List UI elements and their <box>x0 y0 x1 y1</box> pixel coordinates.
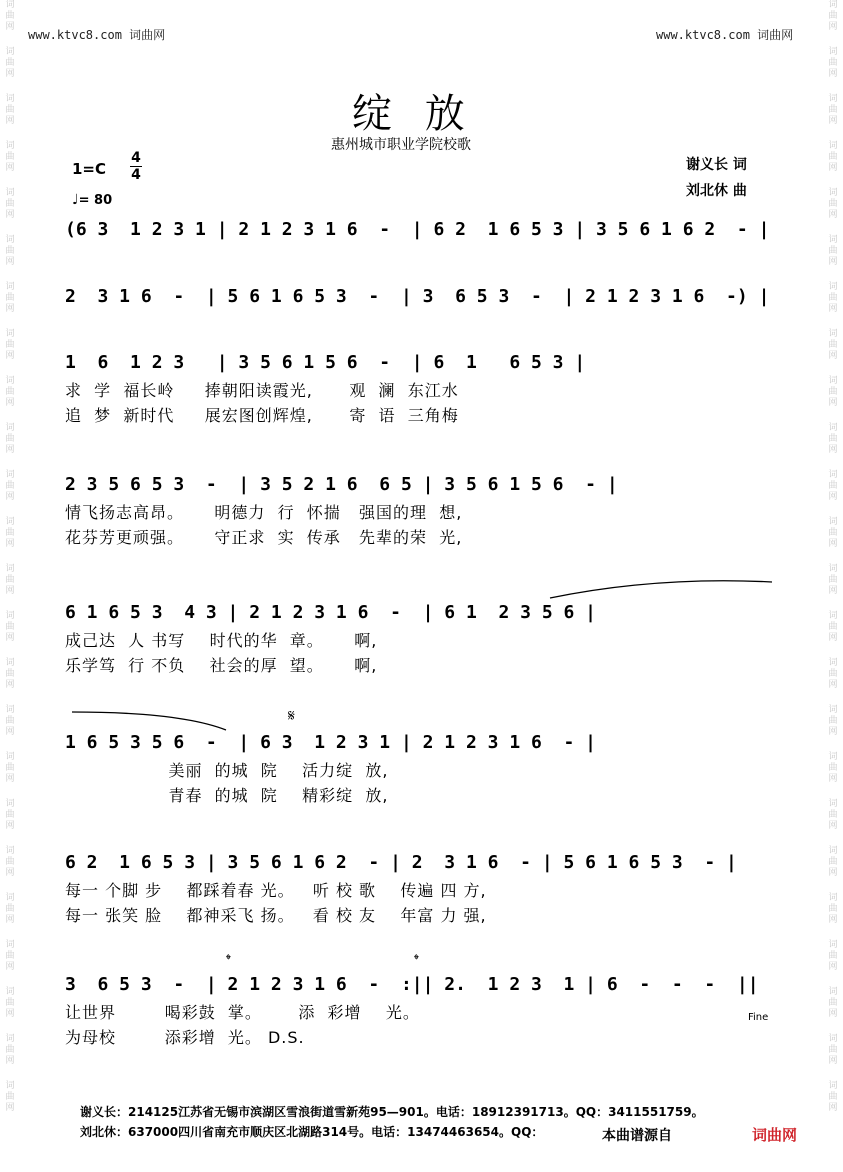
watermark-glyph: 网 <box>828 22 838 32</box>
composer-credit: 刘北休 曲 <box>686 183 747 199</box>
watermark-glyph: 网 <box>828 492 838 502</box>
notation-line: 2 3 5 6 5 3 - | 3 5 2 1 6 6 5 | 3 5 6 1 5 6 - | <box>65 474 618 495</box>
quarter-note-icon: ♩ <box>72 192 79 208</box>
lyric-verse-2: 为母校 添彩增 光。 D.S. <box>65 1028 305 1047</box>
source-brand-link[interactable]: 词曲网 <box>752 1126 798 1144</box>
notation-line: 1 6 5 3 5 6 - | 6 3 1 2 3 1 | 2 1 2 3 1 6 - | <box>65 732 597 753</box>
watermark-glyph: 网 <box>5 821 15 831</box>
coda-icon: 𝄌 <box>226 952 231 968</box>
lyric-verse-2: 青春 的城 院 精彩绽 放, <box>65 786 389 805</box>
watermark-glyph: 词 <box>5 799 15 809</box>
watermark-glyph: 网 <box>828 539 838 549</box>
watermark-glyph: 网 <box>5 962 15 972</box>
lyric-verse-2: 追 梦 新时代 展宏图创辉煌, 寄 语 三角梅 <box>65 406 459 425</box>
watermark-glyph: 网 <box>828 1009 838 1019</box>
coda-icon-second: 𝄌 <box>414 952 419 968</box>
lyricist-credit: 谢义长 词 <box>686 157 747 173</box>
watermark-glyph: 网 <box>828 633 838 643</box>
watermark-glyph: 曲 <box>5 1092 15 1102</box>
segno-icon: 𝄋 <box>288 706 295 725</box>
watermark-glyph: 词 <box>828 376 838 386</box>
watermark-glyph: 曲 <box>828 340 838 350</box>
watermark-glyph: 词 <box>828 470 838 480</box>
notation-line: 3 6 5 3 - | 2 1 2 3 1 6 - :|| 2. 1 2 3 1 | 6 - - - || <box>65 974 759 995</box>
notation-line: 6 2 1 6 5 3 | 3 5 6 1 6 2 - | 2 3 1 6 - | 5 6 1 6 5 3 - | <box>65 852 737 873</box>
notation-line: 2 3 1 6 - | 5 6 1 6 5 3 - | 3 6 5 3 - | 2 1 2 3 1 6 -) | <box>65 286 770 307</box>
watermark-glyph: 词 <box>5 611 15 621</box>
phrase-slur <box>548 578 776 600</box>
watermark-glyph: 曲 <box>828 481 838 491</box>
watermark-glyph: 词 <box>828 846 838 856</box>
watermark-glyph: 曲 <box>5 857 15 867</box>
watermark-glyph: 网 <box>5 539 15 549</box>
watermark-glyph: 曲 <box>828 669 838 679</box>
watermark-glyph: 词 <box>5 282 15 292</box>
watermark-glyph: 曲 <box>5 669 15 679</box>
watermark-glyph: 网 <box>5 492 15 502</box>
watermark-glyph: 曲 <box>828 246 838 256</box>
watermark-glyph: 词 <box>5 893 15 903</box>
song-subtitle: 惠州城市职业学院校歌 <box>331 137 471 153</box>
watermark-glyph: 词 <box>5 987 15 997</box>
watermark-glyph: 网 <box>828 915 838 925</box>
watermark-glyph: 网 <box>5 774 15 784</box>
watermark-glyph: 网 <box>5 257 15 267</box>
left-watermark-column <box>2 0 18 1172</box>
watermark-glyph: 网 <box>5 586 15 596</box>
watermark-glyph: 词 <box>828 282 838 292</box>
watermark-glyph: 词 <box>828 611 838 621</box>
watermark-glyph: 网 <box>5 727 15 737</box>
watermark-glyph: 曲 <box>5 387 15 397</box>
notation-line: (6 3 1 2 3 1 | 2 1 2 3 1 6 - | 6 2 1 6 5 3 | 3 5 6 1 6 2 - | <box>65 219 770 240</box>
watermark-glyph: 词 <box>828 423 838 433</box>
watermark-glyph: 曲 <box>828 58 838 68</box>
watermark-glyph: 词 <box>5 846 15 856</box>
watermark-glyph: 曲 <box>5 58 15 68</box>
watermark-glyph: 词 <box>828 0 838 10</box>
watermark-glyph: 词 <box>5 752 15 762</box>
watermark-glyph: 网 <box>828 962 838 972</box>
watermark-glyph: 曲 <box>828 716 838 726</box>
watermark-glyph: 词 <box>828 940 838 950</box>
watermark-glyph: 网 <box>828 1056 838 1066</box>
lyric-verse-1: 每一 个脚 步 都踩着春 光。 听 校 歌 传遍 四 方, <box>65 881 487 900</box>
watermark-glyph: 曲 <box>5 575 15 585</box>
key-signature: 1=C <box>72 160 107 178</box>
watermark-glyph: 曲 <box>828 105 838 115</box>
watermark-glyph: 词 <box>828 799 838 809</box>
watermark-glyph: 曲 <box>828 387 838 397</box>
watermark-glyph: 网 <box>5 1009 15 1019</box>
watermark-glyph: 词 <box>5 423 15 433</box>
watermark-glyph: 词 <box>828 47 838 57</box>
watermark-glyph: 曲 <box>828 293 838 303</box>
watermark-glyph: 曲 <box>5 622 15 632</box>
lyricist-contact: 谢义长：214125江苏省无锡市滨湖区雪浪街道雪新苑95—901。电话：18912391713。QQ：3411551759。 <box>80 1105 704 1119</box>
watermark-glyph: 网 <box>5 868 15 878</box>
watermark-glyph: 网 <box>5 915 15 925</box>
watermark-glyph: 词 <box>5 470 15 480</box>
watermark-glyph: 曲 <box>828 810 838 820</box>
watermark-glyph: 曲 <box>828 763 838 773</box>
watermark-glyph: 曲 <box>5 293 15 303</box>
watermark-glyph: 网 <box>828 821 838 831</box>
watermark-glyph: 曲 <box>5 152 15 162</box>
watermark-glyph: 网 <box>5 398 15 408</box>
watermark-glyph: 曲 <box>5 246 15 256</box>
watermark-glyph: 曲 <box>828 998 838 1008</box>
watermark-glyph: 网 <box>828 398 838 408</box>
watermark-glyph: 词 <box>5 517 15 527</box>
watermark-glyph: 曲 <box>5 1045 15 1055</box>
lyric-verse-1: 让世界 喝彩鼓 掌。 添 彩增 光。 <box>65 1003 420 1022</box>
watermark-glyph: 曲 <box>5 340 15 350</box>
lyric-verse-1: 情飞扬志高昂。 明德力 行 怀揣 强国的理 想, <box>65 503 463 522</box>
time-signature-bottom: 4 <box>131 167 141 183</box>
lyric-verse-2: 乐学笃 行 不负 社会的厚 望。 啊, <box>65 656 378 675</box>
watermark-glyph: 词 <box>828 1034 838 1044</box>
watermark-glyph: 曲 <box>5 904 15 914</box>
watermark-glyph: 词 <box>828 94 838 104</box>
watermark-glyph: 网 <box>5 1056 15 1066</box>
watermark-glyph: 词 <box>5 1081 15 1091</box>
watermark-glyph: 词 <box>5 658 15 668</box>
watermark-glyph: 词 <box>828 987 838 997</box>
watermark-glyph: 网 <box>5 680 15 690</box>
watermark-glyph: 词 <box>5 329 15 339</box>
watermark-glyph: 词 <box>828 752 838 762</box>
header-watermark-right: www.ktvc8.com 词曲网 <box>656 28 794 42</box>
tempo-value: = 80 <box>78 193 113 208</box>
lyric-verse-2: 花芬芳更顽强。 守正求 实 传承 先辈的荣 光, <box>65 528 463 547</box>
watermark-glyph: 曲 <box>828 622 838 632</box>
lyric-verse-1: 成己达 人 书写 时代的华 章。 啊, <box>65 631 378 650</box>
lyric-verse-2: 每一 张笑 脸 都神采飞 扬。 看 校 友 年富 力 强, <box>65 906 487 925</box>
watermark-glyph: 网 <box>5 351 15 361</box>
watermark-glyph: 网 <box>828 257 838 267</box>
watermark-glyph: 曲 <box>828 1045 838 1055</box>
watermark-glyph: 网 <box>828 774 838 784</box>
watermark-glyph: 词 <box>5 47 15 57</box>
watermark-glyph: 词 <box>828 564 838 574</box>
watermark-glyph: 曲 <box>5 810 15 820</box>
watermark-glyph: 词 <box>5 141 15 151</box>
watermark-glyph: 曲 <box>828 152 838 162</box>
watermark-glyph: 网 <box>5 116 15 126</box>
watermark-glyph: 网 <box>828 210 838 220</box>
watermark-glyph: 网 <box>5 304 15 314</box>
watermark-glyph: 网 <box>5 633 15 643</box>
composer-contact: 刘北休：637000四川省南充市顺庆区北湖路314号。电话：13474463654。QQ： <box>80 1125 544 1139</box>
watermark-glyph: 网 <box>828 586 838 596</box>
watermark-glyph: 网 <box>5 22 15 32</box>
watermark-glyph: 网 <box>828 163 838 173</box>
watermark-glyph: 曲 <box>828 904 838 914</box>
watermark-glyph: 曲 <box>828 11 838 21</box>
right-watermark-column <box>825 0 841 1172</box>
watermark-glyph: 词 <box>828 329 838 339</box>
watermark-glyph: 词 <box>5 940 15 950</box>
watermark-glyph: 网 <box>828 304 838 314</box>
watermark-glyph: 词 <box>828 141 838 151</box>
watermark-glyph: 词 <box>5 188 15 198</box>
watermark-glyph: 网 <box>828 727 838 737</box>
watermark-glyph: 词 <box>5 235 15 245</box>
watermark-glyph: 曲 <box>828 951 838 961</box>
watermark-glyph: 词 <box>828 235 838 245</box>
watermark-glyph: 网 <box>5 69 15 79</box>
watermark-glyph: 词 <box>5 0 15 10</box>
time-signature-top: 4 <box>131 150 141 166</box>
watermark-glyph: 曲 <box>828 528 838 538</box>
watermark-glyph: 网 <box>828 868 838 878</box>
watermark-glyph: 词 <box>828 705 838 715</box>
watermark-glyph: 词 <box>828 1081 838 1091</box>
watermark-glyph: 曲 <box>828 199 838 209</box>
fine-marking: Fine <box>748 1012 769 1023</box>
watermark-glyph: 词 <box>828 188 838 198</box>
notation-line: 1 6 1 2 3 | 3 5 6 1 5 6 - | 6 1 6 5 3 | <box>65 352 586 373</box>
watermark-glyph: 网 <box>5 163 15 173</box>
watermark-glyph: 曲 <box>5 481 15 491</box>
watermark-glyph: 曲 <box>5 528 15 538</box>
watermark-glyph: 词 <box>5 705 15 715</box>
watermark-glyph: 词 <box>828 658 838 668</box>
watermark-glyph: 曲 <box>5 763 15 773</box>
watermark-glyph: 网 <box>828 445 838 455</box>
watermark-glyph: 词 <box>5 94 15 104</box>
watermark-glyph: 网 <box>5 445 15 455</box>
watermark-glyph: 词 <box>5 1034 15 1044</box>
watermark-glyph: 曲 <box>5 951 15 961</box>
watermark-glyph: 网 <box>5 210 15 220</box>
watermark-glyph: 曲 <box>5 434 15 444</box>
watermark-glyph: 曲 <box>5 199 15 209</box>
watermark-glyph: 词 <box>828 893 838 903</box>
watermark-glyph: 曲 <box>5 998 15 1008</box>
watermark-glyph: 曲 <box>828 1092 838 1102</box>
watermark-glyph: 网 <box>828 1103 838 1113</box>
tempo-marking <box>72 192 112 208</box>
lyric-verse-1: 美丽 的城 院 活力绽 放, <box>65 761 389 780</box>
watermark-glyph: 曲 <box>828 857 838 867</box>
time-signature <box>130 151 142 182</box>
watermark-glyph: 网 <box>5 1103 15 1113</box>
song-title: 绽 放 <box>352 91 475 137</box>
source-label: 本曲谱源自 <box>602 1128 672 1144</box>
watermark-glyph: 网 <box>828 116 838 126</box>
watermark-glyph: 曲 <box>828 434 838 444</box>
watermark-glyph: 网 <box>828 351 838 361</box>
header-watermark-left: www.ktvc8.com 词曲网 <box>28 28 166 42</box>
watermark-glyph: 曲 <box>5 716 15 726</box>
watermark-glyph: 曲 <box>828 575 838 585</box>
watermark-glyph: 曲 <box>5 105 15 115</box>
watermark-glyph: 曲 <box>5 11 15 21</box>
watermark-glyph: 词 <box>828 517 838 527</box>
watermark-glyph: 词 <box>5 564 15 574</box>
notation-line: 6 1 6 5 3 4 3 | 2 1 2 3 1 6 - | 6 1 2 3 5 6 | <box>65 602 597 623</box>
watermark-glyph: 网 <box>828 680 838 690</box>
watermark-glyph: 网 <box>828 69 838 79</box>
watermark-glyph: 词 <box>5 376 15 386</box>
lyric-verse-1: 求 学 福长岭 捧朝阳读霞光, 观 澜 东江水 <box>65 381 459 400</box>
